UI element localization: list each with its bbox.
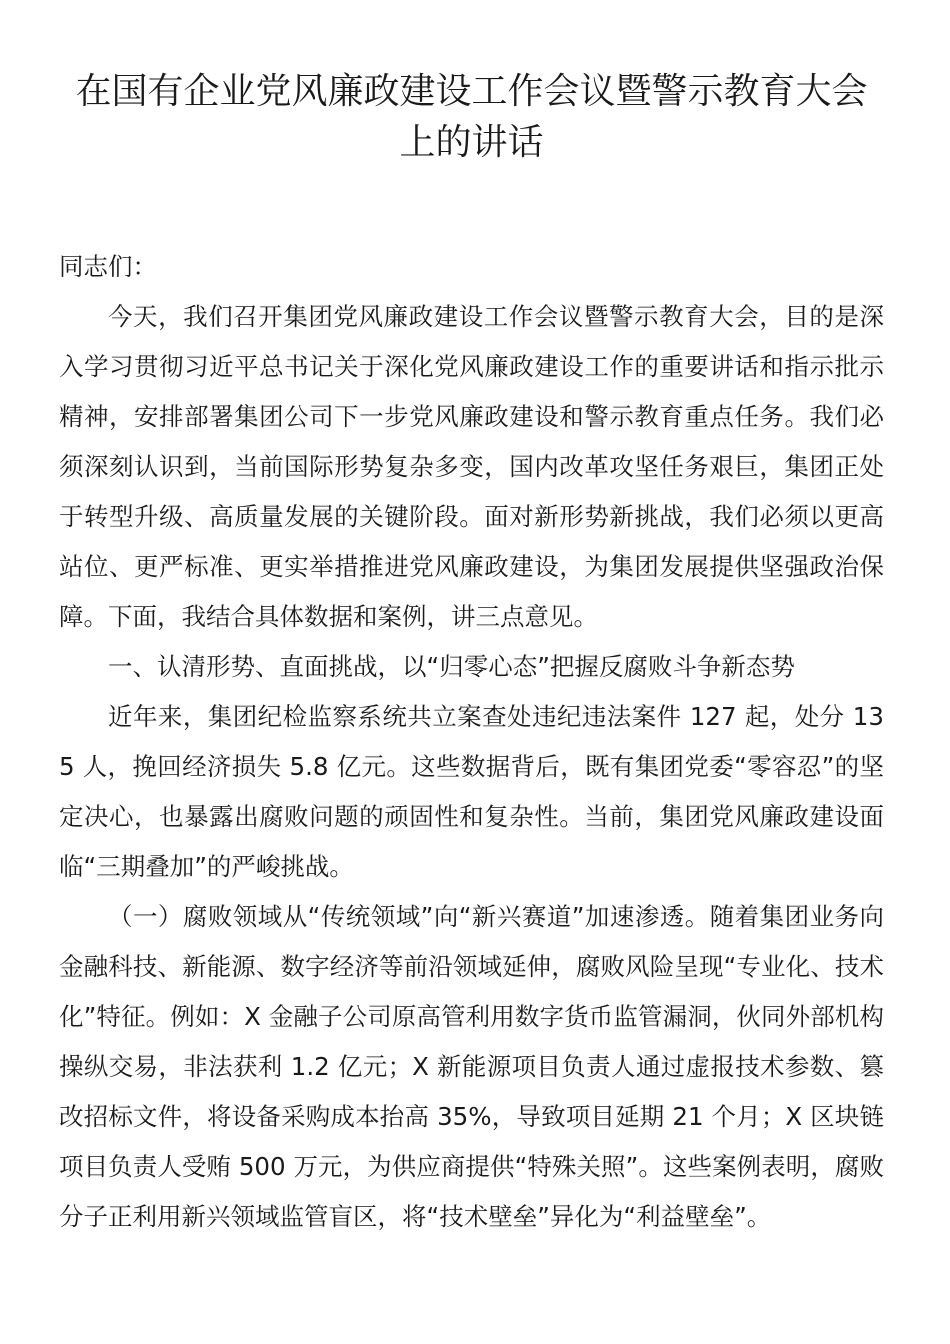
document-title: 在国有企业党风廉政建设工作会议暨警示教育大会上的讲话 bbox=[75, 71, 868, 163]
paragraph-statistics: 近年来，集团纪检监察系统共立案查处违纪违法案件 127 起，处分 135 人，挽回经济损失 5.8 亿元。这些数据背后，既有集团党委“零容忍”的坚定决心，也暴露出腐败问题的顽固性和复杂性。当前，集团党风廉政建设面临“三期叠加”的严峻挑战。 bbox=[59, 702, 884, 881]
salutation: 同志们： bbox=[59, 252, 157, 281]
paragraph-opening: 今天，我们召开集团党风廉政建设工作会议暨警示教育大会，目的是深入学习贯彻习近平总书记关于深化党风廉政建设工作的重要讲话和指示批示精神，安排部署集团公司下一步党风廉政建设和警示教育重点任务。我们必须深刻认识到，当前国际形势复杂多变，国内改革攻坚任务艰巨，集团正处于转型升级、高质量发展的关键阶段。面对新形势新挑战，我们必须以更高站位、更严标准、更实举措推进党风廉政建设，为集团发展提供坚强政治保障。下面，我结合具体数据和案例，讲三点意见。 bbox=[59, 302, 884, 631]
paragraph-subsection-1: （一）腐败领域从“传统领域”向“新兴赛道”加速渗透。随着集团业务向金融科技、新能源、数字经济等前沿领域延伸，腐败风险呈现“专业化、技术化”特征。例如：X 金融子公司原高管利用数字货币监管漏洞，伙同外部机构操纵交易，非法获利 1.2 亿元；X 新能源项目负责人通过虚报技术参数、篡改招标文件，将设备采购成本抬高 35%，导致项目延期 21 个月；X 区块链项目负责人受贿 500 万元，为供应商提供“特殊关照”。这些案例表明，腐败分子正利用新兴领域监管盲区，将“技术壁垒”异化为“利益壁垒”。 bbox=[59, 902, 884, 1231]
section-heading-1: 一、认清形势、直面挑战，以“归零心态”把握反腐败斗争新态势 bbox=[108, 652, 795, 681]
